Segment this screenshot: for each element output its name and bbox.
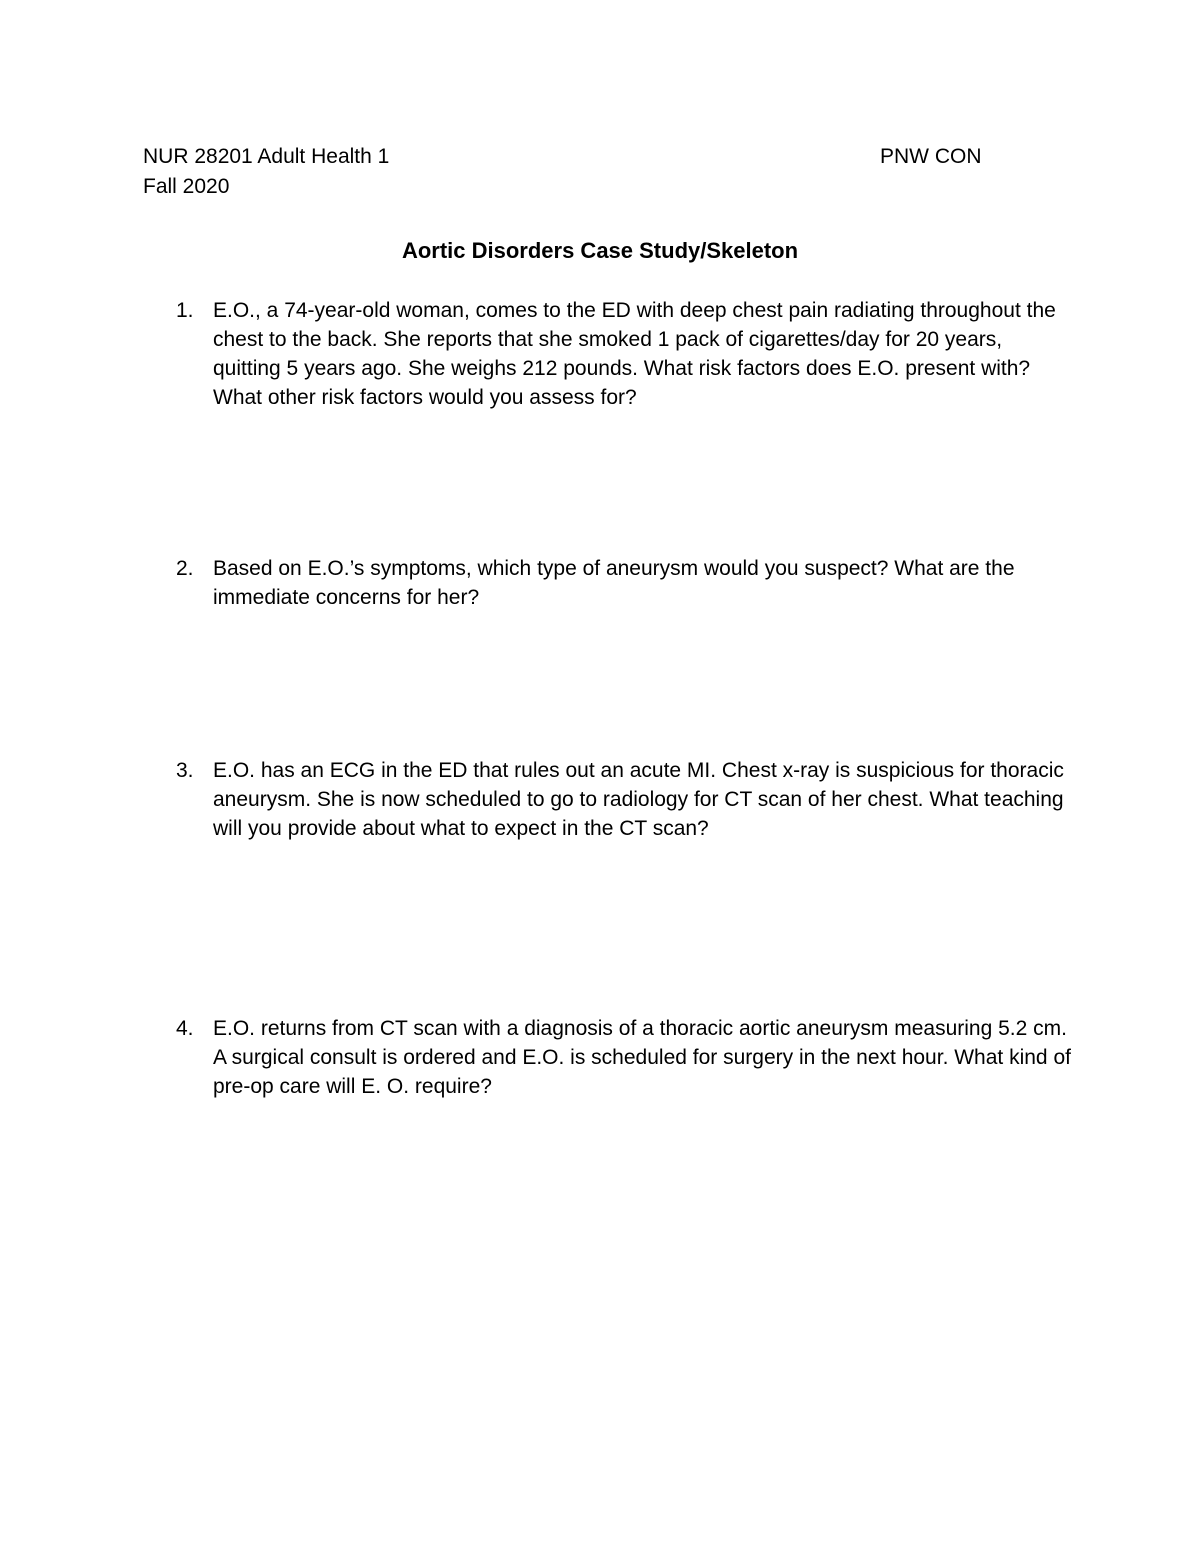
term: Fall 2020 xyxy=(143,175,230,198)
question-text: E.O. returns from CT scan with a diagnosis of a thoracic aortic aneurysm measuring 5.2 cm. A surgical consult is ordered and E.O. is scheduled for surgery in the next hour. What kind of pre-op care will E. O. require? xyxy=(213,1017,1071,1098)
question-text: Based on E.O.’s symptoms, which type of aneurysm would you suspect? What are the immediate concerns for her? xyxy=(213,557,1015,609)
question-text: E.O., a 74-year-old woman, comes to the ED with deep chest pain radiating throughout the chest to the back. She reports that she smoked 1 pack of cigarettes/day for 20 years, quitting 5 years ago. She weighs 212 pounds. What risk factors does E.O. present with? What other risk factors would you assess for? xyxy=(213,299,1056,409)
question-number: 3. xyxy=(176,759,194,782)
header-left xyxy=(143,142,743,202)
question-number: 2. xyxy=(176,557,194,580)
course-name: NUR 28201 Adult Health 1 xyxy=(143,145,390,168)
institution: PNW CON xyxy=(880,145,982,168)
question-number: 4. xyxy=(176,1017,194,1040)
document-title: Aortic Disorders Case Study/Skeleton xyxy=(401,238,799,263)
question-number: 1. xyxy=(176,299,194,322)
question-text: E.O. has an ECG in the ED that rules out an acute MI. Chest x-ray is suspicious for thoracic aneurysm. She is now scheduled to go to radiology for CT scan of her chest. What teaching will you provide about what to expect in the CT scan? xyxy=(213,759,1064,840)
